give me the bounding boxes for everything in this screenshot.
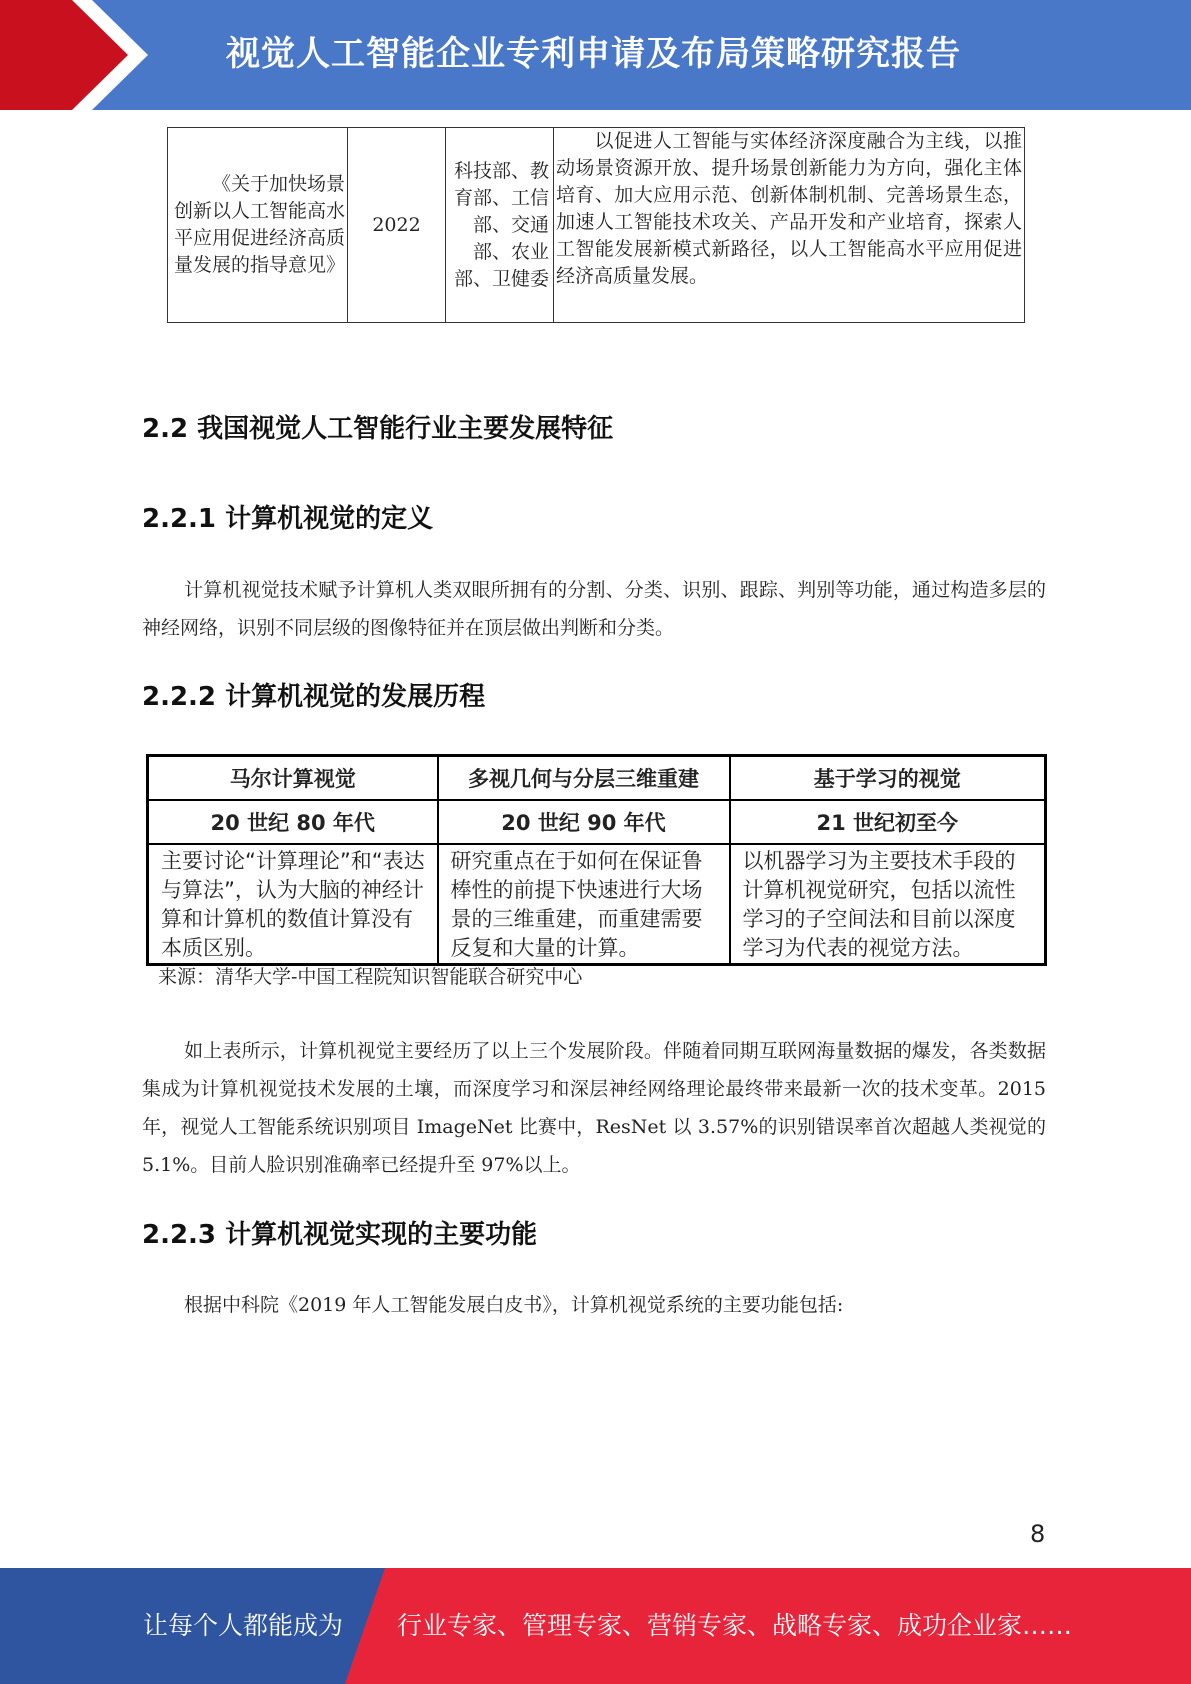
section-heading-2-2: 2.2 我国视觉人工智能行业主要发展特征: [142, 414, 614, 444]
policy-departments: 科技部、教育部、工信部、交通部、农业部、卫健委: [446, 128, 554, 323]
table-row: [148, 844, 1046, 965]
stage-period: 21 世纪初至今: [730, 800, 1046, 844]
policy-description: 以促进人工智能与实体经济深度融合为主线，以推动场景资源开放、提升场景创新能力为方向，强化主体培育、加大应用示范、创新体制机制、完善场景生态，加速人工智能技术攻关、产品开发和产业培育，探索人工智能发展新模式新路径，以人工智能高水平应用促进经济高质量发展。: [556, 130, 1022, 287]
table-source-note: 来源：清华大学-中国工程院知识智能联合研究中心: [158, 966, 583, 988]
page-number: 8: [1030, 1520, 1046, 1548]
section-heading-2-2-3: 2.2.3 计算机视觉实现的主要功能: [142, 1220, 538, 1250]
definition-paragraph: [142, 571, 1046, 647]
table-row: [168, 128, 1025, 323]
policy-table: [167, 127, 1025, 323]
stage-header: 马尔计算视觉: [148, 756, 438, 801]
functions-text: 根据中科院《2019 年人工智能发展白皮书》，计算机视觉系统的主要功能包括:: [184, 1294, 844, 1316]
policy-year: 2022: [348, 128, 446, 323]
history-table: [146, 754, 1047, 966]
stage-description: 主要讨论“计算理论”和“表达与算法”，认为大脑的神经计算和计算机的数值计算没有本质区别。: [148, 844, 438, 965]
section-heading-2-2-1: 2.2.1 计算机视觉的定义: [142, 504, 434, 534]
section-heading-2-2-2: 2.2.2 计算机视觉的发展历程: [142, 682, 486, 712]
policy-name-cell: [168, 128, 348, 323]
stage-description: 研究重点在于如何在保证鲁棒性的前提下快速进行大场景的三维重建，而重建需要反复和大量的计算。: [438, 844, 730, 965]
report-title: 视觉人工智能企业专利申请及布局策略研究报告: [226, 34, 961, 74]
functions-paragraph: [142, 1286, 1046, 1324]
footer-slogan-left: 让每个人都能成为: [143, 1611, 344, 1640]
stage-period: 20 世纪 90 年代: [438, 800, 730, 844]
stage-header: 多视几何与分层三维重建: [438, 756, 730, 801]
page-footer: [0, 1568, 1191, 1684]
history-text: 如上表所示，计算机视觉主要经历了以上三个发展阶段。伴随着同期互联网海量数据的爆发，各类数据集成为计算机视觉技术发展的土壤，而深度学习和深层神经网络理论最终带来最新一次的技术变革。2015 年，视觉人工智能系统识别项目 ImageNet 比赛中，ResNet 以 3.57%的识别错误率首次超越人类视觉的 5.1%。目前人脸识别准确率已经提升至 97%以上。: [142, 1040, 1046, 1176]
page-header: [0, 0, 1191, 110]
stage-description: 以机器学习为主要技术手段的计算机视觉研究，包括以流性学习的子空间法和目前以深度学习为代表的视觉方法。: [730, 844, 1046, 965]
history-paragraph: [142, 1032, 1046, 1184]
footer-slogan-right: 行业专家、管理专家、营销专家、战略专家、成功企业家……: [397, 1611, 1073, 1640]
policy-name: 《关于加快场景创新以人工智能高水平应用促进经济高质量发展的指导意见》: [174, 173, 346, 276]
table-row: [148, 800, 1046, 844]
definition-text: 计算机视觉技术赋予计算机人类双眼所拥有的分割、分类、识别、跟踪、判别等功能，通过构造多层的神经网络，识别不同层级的图像特征并在顶层做出判断和分类。: [142, 579, 1046, 639]
stage-header: 基于学习的视觉: [730, 756, 1046, 801]
stage-period: 20 世纪 80 年代: [148, 800, 438, 844]
policy-description-cell: [554, 128, 1025, 323]
table-header-row: [148, 756, 1046, 801]
